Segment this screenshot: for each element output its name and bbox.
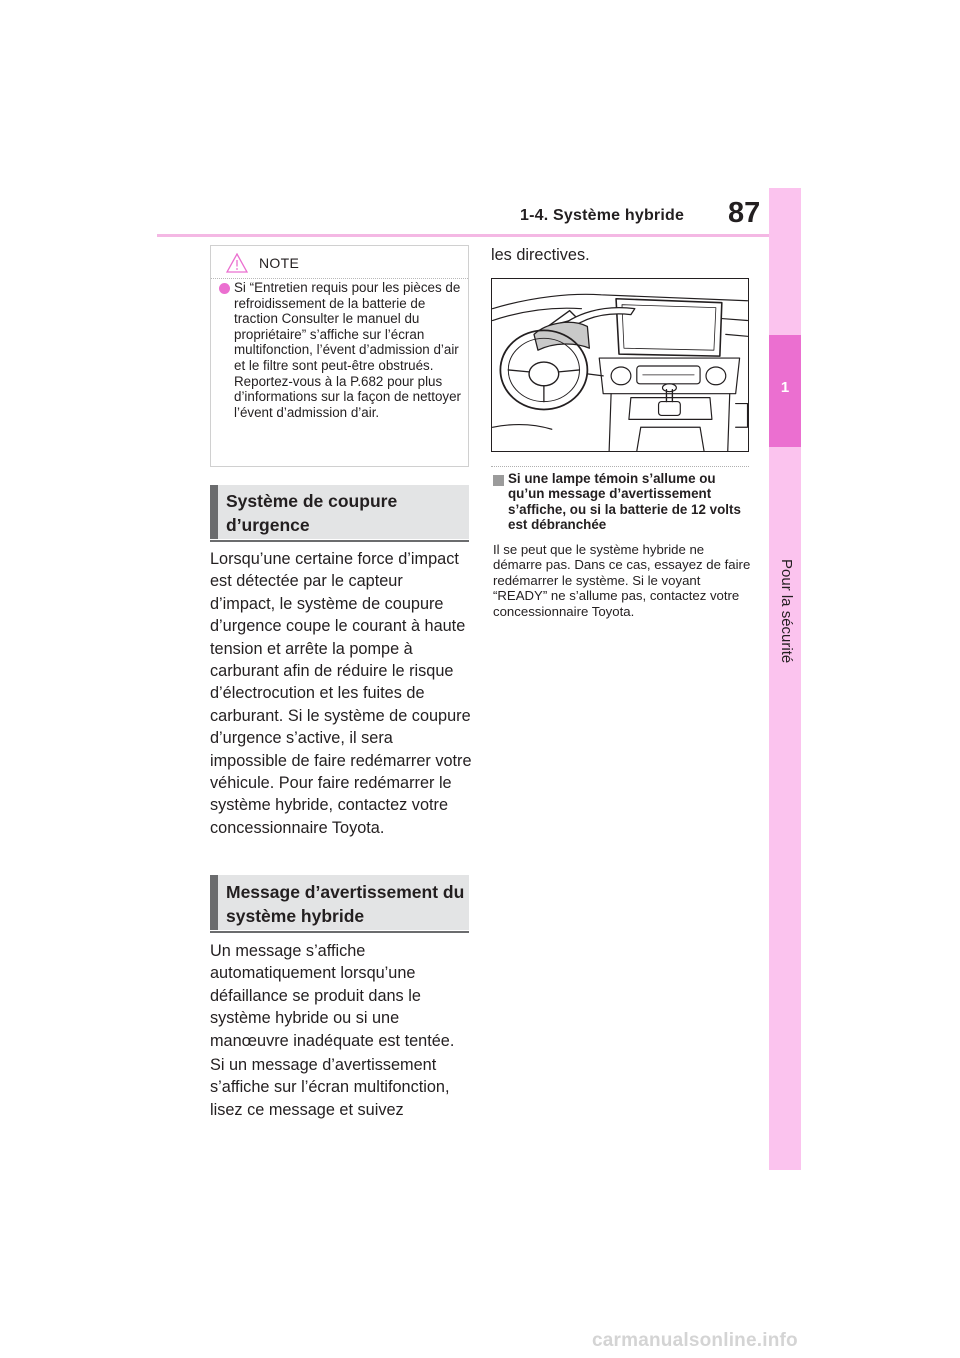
subsection-body: Il se peut que le système hybride ne démarre pas. Dans ce cas, essayez de faire redémarrer le système. Si le voyant “READY” ne s’allume pas, contactez votre concessionnaire Toyota. [493,542,751,619]
paragraph-emergency-shutoff: Lorsqu’une certaine force d’impact est détectée par le capteur d’impact, le système de coupure d’urgence coupe le courant à haute tension et arrête la pompe à carburant afin de réduire le risque d’électrocution et les fuites de carburant. Si le système de coupure d’urgence s’active, il sera impossible de faire redémarrer votre véhicule. Pour faire redémarrer le système hybride, contactez votre concessionnaire Toyota. [210,550,472,837]
section-heading-hybrid-warning [210,875,469,930]
heading-underline [210,540,469,542]
heading-text: Message d’avertissement du système hybride [226,882,465,926]
page-number: 87 [728,197,761,229]
chapter-label: Pour la sécurité [778,559,795,664]
bullet-dot [219,283,230,294]
heading-underline [210,931,469,933]
illustration-divider [491,466,749,467]
paragraph-warning-continued: les directives. [491,246,590,264]
header-rule [157,234,769,237]
dashboard-illustration [491,278,749,452]
watermark: carmanualsonline.info [592,1330,798,1351]
section-title: 1-4. Système hybride [520,207,685,224]
note-divider [211,278,468,279]
heading-bar [210,485,218,539]
subsection-heading: Si une lampe témoin s’allume ou qu’un message d’avertissement s’affiche, ou si la batterie de 12 volts est débranchée [508,471,741,533]
note-header [211,246,468,278]
paragraph-warning-intro: Un message s’affiche automatiquement lorsqu’une défaillance se produit dans le système hybride ou si une manœuvre inadéquate est tentée. [210,942,455,1050]
section-heading-emergency-shutoff [210,485,469,539]
subsection-marker [493,475,504,486]
warning-triangle-icon [226,253,248,273]
note-box [210,245,469,467]
heading-bar [210,875,218,930]
note-title: NOTE [259,255,300,271]
note-text: Si “Entretien requis pour les pièces de refroidissement de la batterie de traction Consulter le manuel du propriétaire” s’affiche sur l’écran multifonction, l’évent d’admission d’air et le filtre sont peut-être obstrués. Reportez-vous à la P.682 pour plus d’informations sur la façon de nettoyer l’évent d’admission d’air. [234,280,462,420]
heading-text: Système de coupure d’urgence [226,491,398,535]
paragraph-warning-read: Si un message d’avertissement s’affiche sur l’écran multifonction, lisez ce message et suivez [210,1056,450,1119]
chapter-number: 1 [780,379,790,396]
